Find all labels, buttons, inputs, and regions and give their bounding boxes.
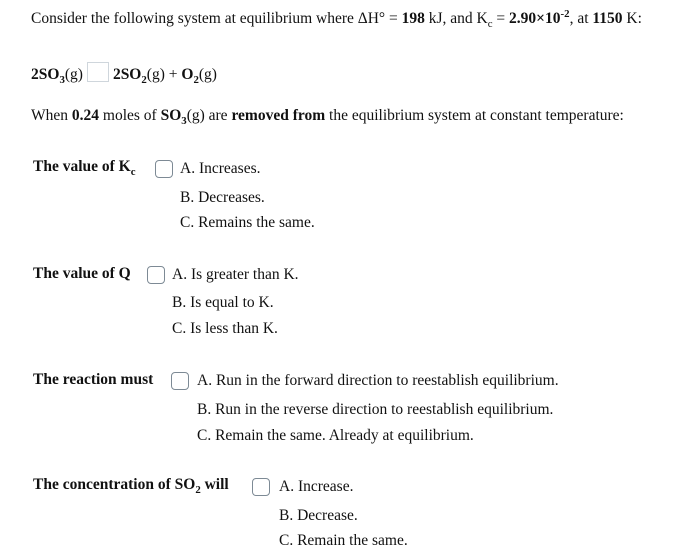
delta-h-value: 198 [401, 10, 425, 27]
temperature-value: 1150 [592, 10, 623, 27]
answer-select-q[interactable] [147, 266, 165, 284]
option-reaction-c: C. Remain the same. Already at equilibrium. [197, 427, 474, 444]
option-so2-c: C. Remain the same. [279, 532, 408, 549]
answer-select-so2[interactable] [252, 478, 270, 496]
question-kc-label: The value of $K_c$ [33, 158, 136, 178]
delta-h-symbol: ΔH° [357, 10, 386, 27]
option-reaction-a: A. Run in the forward direction to reestablish equilibrium. [197, 372, 559, 389]
question-reaction-label: The reaction must [33, 371, 154, 388]
equilibrium-arrow-icon [87, 62, 109, 82]
option-q-a: A. Is greater than K. [172, 266, 299, 283]
option-so2-b: B. Decrease. [279, 507, 358, 524]
option-kc-c: C. Remains the same. [180, 214, 315, 231]
option-q-b: B. Is equal to K. [172, 294, 274, 311]
intro-text: Consider the following system at equilibrium where ΔH° = 198 kJ, and $K_c = 2.90\times 10^{-2}$, at 1150 K: [31, 8, 642, 30]
reaction-equation: $2SO_3(g) 2SO_2(g) + O_2(g)$ [31, 62, 217, 84]
option-reaction-b: B. Run in the reverse direction to reestablish equilibrium. [197, 401, 554, 418]
kc-value: $2.90\times 10^{-2}$ [509, 8, 570, 27]
question-q-label: The value of Q [33, 265, 131, 282]
answer-select-kc[interactable] [155, 160, 173, 178]
option-q-c: C. Is less than K. [172, 320, 278, 337]
option-kc-a: A. Increases. [180, 160, 261, 177]
option-kc-b: B. Decreases. [180, 189, 265, 206]
option-so2-a: A. Increase. [279, 478, 354, 495]
question-so2-label: The concentration of $SO_2$ will [33, 476, 229, 496]
answer-select-reaction[interactable] [171, 372, 189, 390]
change-statement: When 0.24 moles of $SO_3(g)$ are removed from the equilibrium system at constant temperature: [31, 107, 624, 127]
